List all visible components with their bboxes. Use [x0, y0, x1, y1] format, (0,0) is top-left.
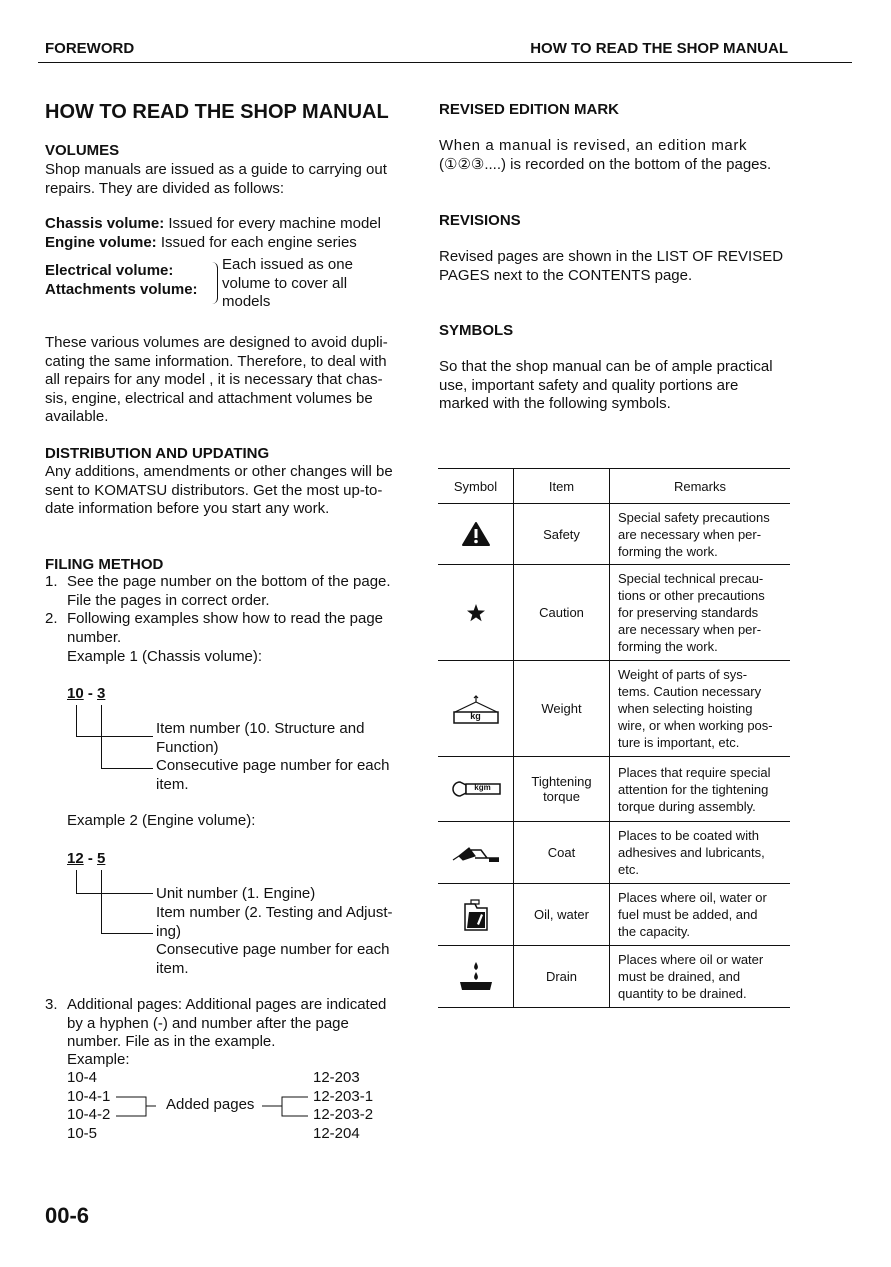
revisions-body: Revised pages are shown in the LIST OF REVISED PAGES next to the CONTENTS page. — [439, 248, 784, 284]
table-row — [438, 822, 790, 884]
volumes-heading: VOLUMES — [45, 142, 120, 159]
col-header-symbol: Symbol — [438, 469, 514, 504]
added-pages-label: Added pages — [166, 1096, 255, 1113]
distribution-heading: DISTRIBUTION AND UPDATING — [45, 445, 270, 462]
table-row — [438, 565, 790, 661]
symbols-heading: SYMBOLS — [439, 322, 514, 339]
ex2-unit-number: Unit number (1. Engine) — [156, 885, 316, 902]
filing-heading: FILING METHOD — [45, 556, 164, 573]
example-1-code: 10 - 3 — [67, 685, 106, 702]
filing-item-3: Additional pages: Additional pages are indicated by a hyphen (-) and number after the page number. File as in the example. — [67, 996, 387, 1050]
table-header-row — [438, 469, 790, 504]
remarks-tightening: Places that require special attention for the tightening torque during assembly. — [610, 757, 791, 822]
ex1-connector — [76, 736, 153, 737]
item-drain: Drain — [514, 946, 610, 1008]
attachments-volume-label: Attachments volume: — [45, 281, 198, 298]
table-row — [438, 504, 790, 565]
item-coat: Coat — [514, 822, 610, 884]
filing-item-2: Following examples show how to read the page number. — [67, 610, 384, 646]
header-title: HOW TO READ THE SHOP MANUAL — [530, 40, 788, 57]
example-2-code: 12 - 5 — [67, 850, 106, 867]
example-label: Example: — [67, 1051, 130, 1068]
item-safety: Safety — [514, 504, 610, 565]
ex2-connector — [101, 870, 102, 934]
table-row — [438, 946, 790, 1008]
table-row — [438, 884, 790, 946]
ex2-consecutive: Consecutive page number for each item. — [156, 941, 390, 977]
chassis-volume: Chassis volume: Issued for every machine model — [45, 215, 381, 232]
oil-can-icon — [459, 898, 493, 932]
filing-item-1-num: 1. — [45, 573, 58, 590]
revised-body: When a manual is revised, an edition mark (①②③....) is recorded on the bottom of the pages. — [439, 137, 772, 173]
wrench-torque-icon: kgm — [450, 779, 502, 799]
volumes-body: These various volumes are designed to avoid dupli- cating the same information. Therefore, to deal with all repairs for any model , it is necessary that chas- sis, engine, electrical and attachment volumes be available. — [45, 334, 388, 425]
ex2-connector — [76, 870, 77, 894]
brace-bracket — [209, 262, 218, 304]
right-page-list: 12-203 12-203-1 12-203-2 12-204 — [313, 1069, 374, 1142]
remarks-coat: Places to be coated with adhesives and lubricants, etc. — [610, 822, 791, 884]
symbols-body: So that the shop manual can be of ample practical use, important safety and quality portions are marked with the following symbols. — [439, 358, 773, 412]
remarks-weight: Weight of parts of sys- tems. Caution necessary when selecting hoisting wire, or when working pos- ture is important, etc. — [610, 661, 791, 757]
page-title: HOW TO READ THE SHOP MANUAL — [45, 101, 389, 123]
filing-item-1: See the page number on the bottom of the page. File the pages in correct order. — [67, 573, 391, 609]
engine-volume: Engine volume: Issued for each engine series — [45, 234, 357, 251]
ex2-connector — [101, 933, 153, 934]
coat-brush-icon — [451, 842, 501, 864]
ex2-item-number: Item number (2. Testing and Adjust- ing) — [156, 904, 393, 940]
remarks-caution: Special technical precau- tions or other precautions for preserving standards are necessary when per- forming the work. — [610, 565, 791, 661]
header-rule — [38, 62, 852, 63]
ex1-connector — [101, 705, 102, 769]
table-row — [438, 757, 790, 822]
item-caution: Caution — [514, 565, 610, 661]
item-oil-water: Oil, water — [514, 884, 610, 946]
distribution-body: Any additions, amendments or other changes will be sent to KOMATSU distributors. Get the most up-to- date information before you start any work. — [45, 463, 393, 517]
ex2-connector — [76, 893, 153, 894]
ex1-connector — [101, 768, 153, 769]
col-header-item: Item — [514, 469, 610, 504]
electrical-volume-label: Electrical volume: — [45, 262, 174, 279]
ex1-item-number: Item number (10. Structure and Function) — [156, 720, 365, 756]
left-page-list: 10-4 10-4-1 10-4-2 10-5 — [67, 1069, 111, 1142]
example-2-label: Example 2 (Engine volume): — [67, 812, 256, 829]
safety-warning-icon — [461, 521, 491, 547]
revisions-heading: REVISIONS — [439, 212, 521, 229]
remarks-oil-water: Places where oil, water or fuel must be added, and the capacity. — [610, 884, 791, 946]
each-issued-text: Each issued as one volume to cover all models — [222, 256, 353, 310]
ex1-consecutive: Consecutive page number for each item. — [156, 757, 390, 793]
page-number: 00-6 — [45, 1203, 90, 1228]
volumes-intro: Shop manuals are issued as a guide to carrying out repairs. They are divided as follows: — [45, 161, 387, 197]
filing-item-2-num: 2. — [45, 610, 58, 627]
item-tightening-torque: Tightening torque — [514, 757, 610, 822]
item-weight: Weight — [514, 661, 610, 757]
weight-kg-icon: kg — [452, 694, 500, 724]
ex1-connector — [76, 705, 77, 737]
filing-item-3-num: 3. — [45, 996, 58, 1013]
example-1-label: Example 1 (Chassis volume): — [67, 648, 263, 665]
drain-icon — [458, 960, 494, 994]
remarks-safety: Special safety precautions are necessary when per- forming the work. — [610, 504, 791, 565]
star-icon — [466, 603, 486, 623]
header-section: FOREWORD — [45, 40, 135, 57]
symbols-table — [438, 468, 790, 1008]
revised-heading: REVISED EDITION MARK — [439, 101, 620, 118]
remarks-drain: Places where oil or water must be drained, and quantity to be drained. — [610, 946, 791, 1008]
col-header-remarks: Remarks — [610, 469, 791, 504]
table-row — [438, 661, 790, 757]
